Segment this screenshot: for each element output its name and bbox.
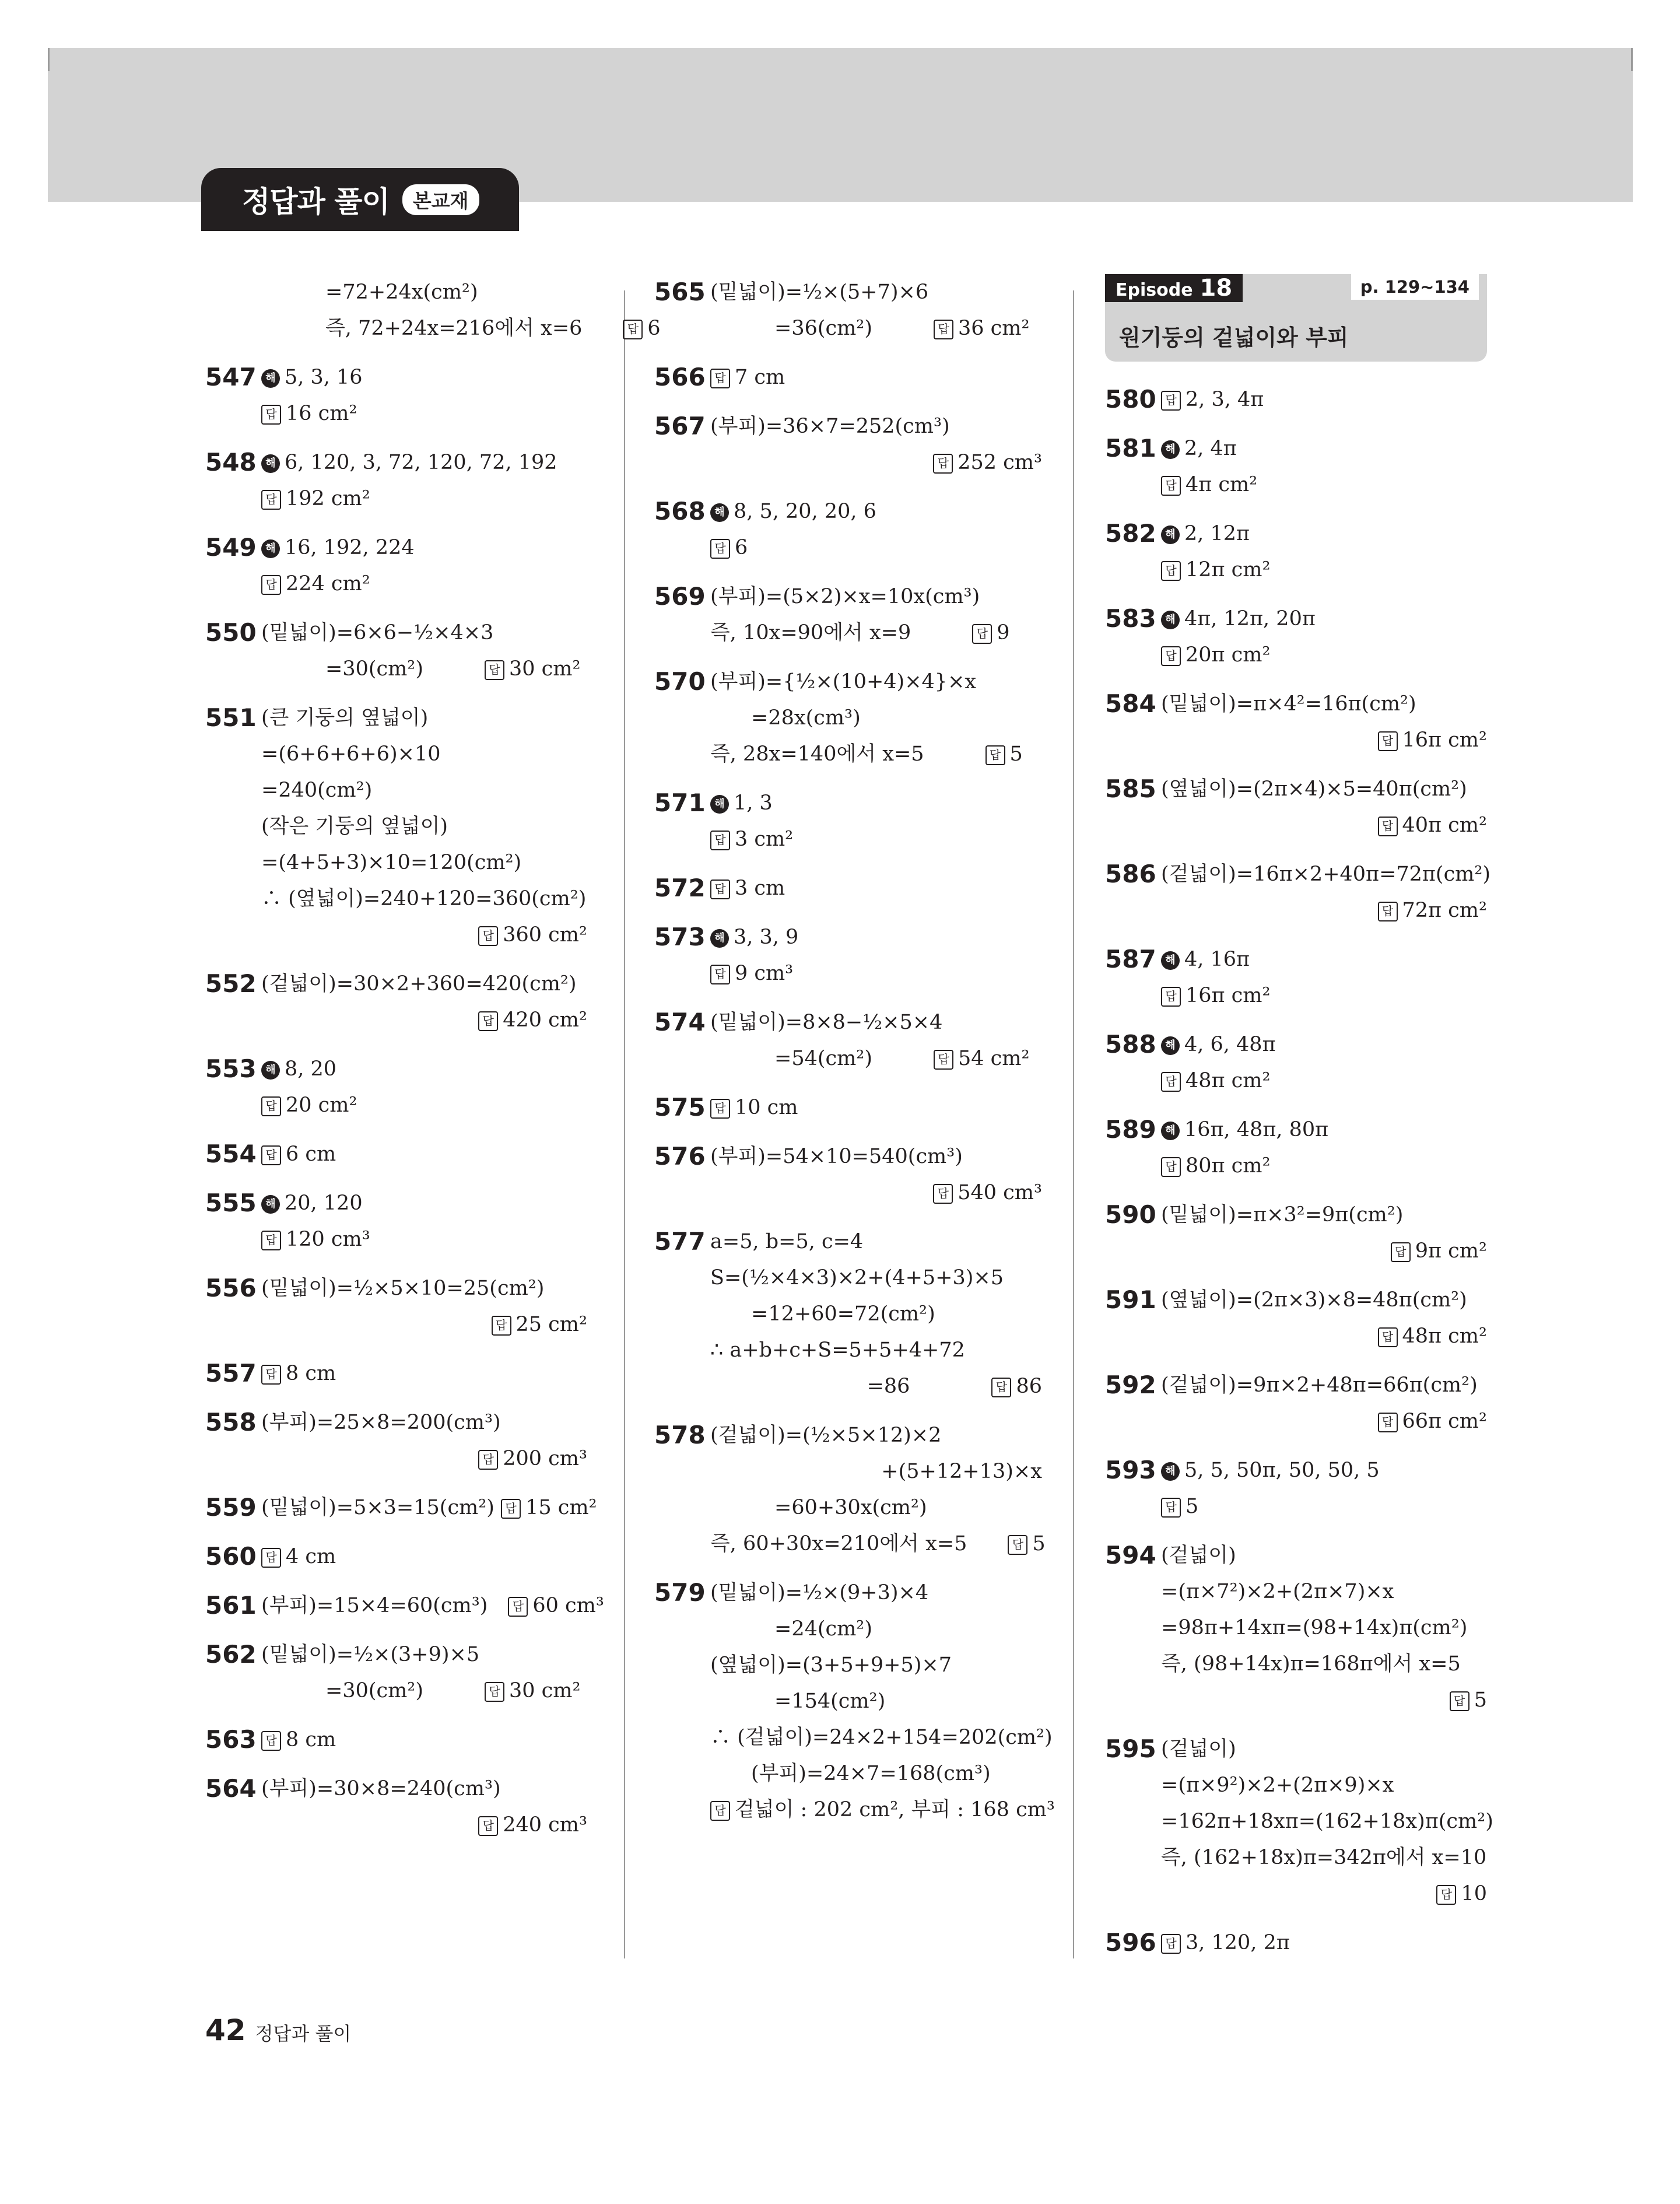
- answer-mark-icon: 답: [261, 1096, 281, 1116]
- column-divider: [624, 290, 625, 1958]
- solution-line: (밑넓이)=6×6−½×4×3: [261, 621, 494, 644]
- problem-item: [654, 1417, 1046, 1562]
- solution-mark-icon: 해: [1161, 525, 1180, 544]
- solution-line: 답 66π cm²: [1161, 1403, 1487, 1439]
- section-badge: 본교재: [402, 184, 479, 215]
- answer-mark-icon: 답: [972, 624, 992, 644]
- answer-mark-icon: 답: [485, 1682, 504, 1702]
- answer-mark-icon: 답: [1436, 1885, 1456, 1905]
- problem-number: 576: [654, 1142, 706, 1171]
- solution-line: 답 16 cm²: [261, 395, 587, 432]
- problem-item: [654, 1138, 1042, 1211]
- problem-number: 569: [654, 582, 706, 611]
- solution-mark-icon: 해: [1161, 951, 1180, 970]
- answer-mark-icon: 답: [261, 1548, 281, 1568]
- answer-mark-icon: 답: [1161, 1498, 1181, 1518]
- problem-item: [205, 615, 587, 687]
- solution-line: (밑넓이)=5×3=15(cm²) 답 15 cm²: [261, 1496, 597, 1519]
- problem-item: [654, 785, 1042, 857]
- solution-line: 즉, (162+18x)π=342π에서 x=10: [1161, 1846, 1487, 1869]
- problem-item: [205, 444, 587, 517]
- solution-mark-icon: 해: [261, 1061, 280, 1080]
- solution-line: (밑넓이)=½×(5+7)×6: [710, 281, 929, 304]
- problem-item: [205, 966, 587, 1038]
- solution-line: (겉넓이)=9π×2+48π=66π(cm²): [1161, 1373, 1478, 1397]
- solution-line: 해 4, 16π: [1161, 941, 1487, 977]
- answer-mark-icon: 답: [1161, 476, 1181, 496]
- problem-item: [205, 1270, 587, 1343]
- problem-item: [654, 579, 1042, 651]
- problem-item: [1105, 1197, 1487, 1269]
- answer-mark-icon: 답: [1378, 1327, 1398, 1347]
- problem-item: [1105, 430, 1487, 503]
- problem-item: [1105, 381, 1487, 418]
- solution-line: 답 252 cm³: [710, 444, 1042, 481]
- answer-mark-icon: 답: [501, 1499, 521, 1519]
- solution-line: (부피)=24×7=168(cm³): [751, 1762, 991, 1785]
- problem-number: 594: [1105, 1541, 1156, 1569]
- answer-mark-icon: 답: [1161, 391, 1181, 411]
- solution-line: S=(½×4×3)×2+(4+5+3)×5: [710, 1266, 1004, 1290]
- problem-item: [205, 1490, 597, 1526]
- solution-line: 답 420 cm²: [261, 1002, 587, 1038]
- solution-line: (옆넓이)=(2π×4)×5=40π(cm²): [1161, 777, 1467, 801]
- solution-line: =86 답 86: [867, 1375, 1042, 1398]
- solution-line: (부피)={½×(10+4)×4}×x: [710, 670, 977, 693]
- solution-line: ∴ (겉넓이)=24×2+154=202(cm²): [710, 1726, 1053, 1749]
- solution-line: (작은 기둥의 옆넓이): [261, 815, 448, 838]
- crop-mark: [1631, 48, 1633, 71]
- problem-item: [1105, 686, 1487, 758]
- problem-item: [205, 1771, 587, 1843]
- problem-item: [1105, 1537, 1487, 1718]
- solution-line: +(5+12+13)×x: [881, 1460, 1042, 1483]
- problem-number: 561: [205, 1591, 257, 1620]
- answer-mark-icon: 답: [478, 1011, 498, 1031]
- problem-number: 588: [1105, 1030, 1156, 1059]
- solution-line: 답 3 cm²: [710, 821, 1042, 857]
- answer-mark-icon: 답: [261, 575, 281, 595]
- solution-line: (겉넓이): [1161, 1737, 1236, 1761]
- answer-mark-icon: 답: [1161, 1157, 1181, 1177]
- footer-label: 정답과 풀이: [255, 2023, 352, 2045]
- answer-mark-icon: 답: [261, 1231, 281, 1250]
- solution-line: 답 5: [1161, 1682, 1487, 1718]
- answer-column-2: [654, 274, 1055, 1841]
- problem-item: [205, 700, 587, 953]
- problem-item: [654, 1004, 1042, 1077]
- answer-mark-icon: 답: [1378, 902, 1398, 921]
- problem-item: [654, 359, 1042, 395]
- solution-line: (밑넓이)=½×(3+9)×5: [261, 1643, 480, 1666]
- problem-item: [1105, 1731, 1493, 1912]
- solution-line: 답 6 cm: [261, 1136, 587, 1172]
- solution-mark-icon: 해: [710, 795, 729, 814]
- solution-line: =28x(cm³): [751, 706, 861, 730]
- problem-item: [654, 1575, 1055, 1828]
- answer-column-1: [205, 274, 661, 1856]
- solution-line: 해 20, 120: [261, 1185, 587, 1221]
- solution-line: 해 4, 6, 48π: [1161, 1026, 1487, 1063]
- solution-line: 답 72π cm²: [1161, 892, 1487, 928]
- answer-mark-icon: 답: [261, 405, 281, 425]
- problem-item: [654, 870, 1042, 906]
- answer-mark-icon: 답: [261, 1365, 281, 1385]
- answer-mark-icon: 답: [1008, 1535, 1027, 1555]
- problem-item: [205, 1051, 587, 1123]
- solution-line: =(4+5+3)×10=120(cm²): [261, 851, 522, 874]
- problem-number: 548: [205, 448, 257, 476]
- problem-number: 547: [205, 363, 257, 391]
- solution-mark-icon: 해: [261, 1195, 280, 1214]
- problem-number: 554: [205, 1140, 257, 1168]
- solution-line: 답 9 cm³: [710, 955, 1042, 991]
- solution-line: 답 8 cm: [261, 1355, 587, 1392]
- problem-number: 590: [1105, 1200, 1156, 1229]
- solution-line: 답 겉넓이 : 202 cm², 부피 : 168 cm³: [710, 1792, 1042, 1828]
- solution-line: =36(cm²) 답 36 cm²: [774, 317, 1030, 340]
- solution-mark-icon: 해: [1161, 611, 1180, 629]
- problem-number: 567: [654, 412, 706, 440]
- solution-line: =30(cm²) 답 30 cm²: [325, 1679, 581, 1702]
- solution-line: 해 8, 5, 20, 20, 6: [710, 493, 1042, 530]
- answer-mark-icon: 답: [710, 1801, 730, 1821]
- answer-mark-icon: 답: [1391, 1242, 1411, 1262]
- problem-item: [654, 664, 1042, 772]
- episode-title: 원기둥의 겉넓이와 부피: [1119, 325, 1349, 351]
- problem-number: 583: [1105, 604, 1156, 633]
- problem-number: 580: [1105, 385, 1156, 414]
- solution-line: =162π+18xπ=(162+18x)π(cm²): [1161, 1810, 1493, 1833]
- problem-number: 578: [654, 1421, 706, 1449]
- solution-line: =60+30x(cm²): [774, 1496, 927, 1519]
- problem-number: 572: [654, 874, 706, 902]
- solution-line: 해 5, 5, 50π, 50, 50, 5: [1161, 1452, 1487, 1488]
- answer-mark-icon: 답: [934, 320, 953, 339]
- solution-line: a=5, b=5, c=4: [710, 1230, 864, 1253]
- solution-line: 답 200 cm³: [261, 1441, 587, 1477]
- solution-mark-icon: 해: [261, 369, 280, 388]
- answer-mark-icon: 답: [710, 831, 730, 850]
- answer-mark-icon: 답: [1161, 561, 1181, 581]
- solution-line: (옆넓이)=(2π×3)×8=48π(cm²): [1161, 1288, 1467, 1312]
- problem-number: 574: [654, 1008, 706, 1036]
- problem-item: [654, 919, 1042, 991]
- solution-line: 답 40π cm²: [1161, 807, 1487, 843]
- solution-line: 답 25 cm²: [261, 1306, 587, 1343]
- solution-line: 해 3, 3, 9: [710, 919, 1042, 955]
- problem-number: 587: [1105, 945, 1156, 973]
- solution-line: (밑넓이)=π×4²=16π(cm²): [1161, 692, 1416, 716]
- solution-line: 답 80π cm²: [1161, 1148, 1487, 1184]
- problem-number: 593: [1105, 1456, 1156, 1484]
- solution-line: (부피)=30×8=240(cm³): [261, 1777, 501, 1800]
- problem-number: 564: [205, 1774, 257, 1803]
- solution-line: =154(cm²): [774, 1690, 886, 1713]
- solution-line: 즉, 72+24x=216에서 x=6 답 6: [325, 317, 661, 340]
- solution-line: (부피)=36×7=252(cm³): [710, 415, 950, 438]
- answer-mark-icon: 답: [710, 1099, 730, 1119]
- solution-line: 답 10: [1161, 1876, 1487, 1912]
- problem-item: [205, 1722, 587, 1758]
- solution-line: (겉넓이)=16π×2+40π=72π(cm²): [1161, 863, 1491, 886]
- answer-mark-icon: 답: [1378, 817, 1398, 836]
- problem-number: 596: [1105, 1928, 1156, 1957]
- problem-item: [1105, 1026, 1487, 1099]
- answer-mark-icon: 답: [261, 1145, 281, 1165]
- problem-number: 582: [1105, 519, 1156, 548]
- problem-number: 568: [654, 497, 706, 525]
- solution-line: 답 5: [1161, 1488, 1487, 1525]
- solution-line: 답 16π cm²: [1161, 977, 1487, 1014]
- problem-item: [205, 1637, 587, 1709]
- answer-mark-icon: 답: [1161, 646, 1181, 666]
- solution-line: 해 16π, 48π, 80π: [1161, 1112, 1487, 1148]
- solution-line: =(π×9²)×2+(2π×9)×x: [1161, 1774, 1394, 1797]
- solution-line: 해 16, 192, 224: [261, 530, 587, 566]
- solution-line: =(π×7²)×2+(2π×7)×x: [1161, 1580, 1394, 1603]
- problem-number: 552: [205, 969, 257, 998]
- solution-line: =30(cm²) 답 30 cm²: [325, 657, 581, 681]
- page-footer: [205, 2013, 351, 2047]
- problem-number: 579: [654, 1578, 706, 1607]
- problem-number: 563: [205, 1725, 257, 1754]
- episode-number: 18: [1200, 275, 1233, 302]
- solution-line: (밑넓이)=8×8−½×5×4: [710, 1011, 943, 1034]
- answer-mark-icon: 답: [478, 1816, 498, 1836]
- solution-line: (부피)=54×10=540(cm³): [710, 1145, 963, 1168]
- problem-number: 592: [1105, 1371, 1156, 1399]
- problem-number: 559: [205, 1493, 257, 1522]
- episode-header: [1105, 274, 1487, 362]
- problem-item: [205, 1539, 587, 1575]
- problem-number: 591: [1105, 1285, 1156, 1314]
- problem-item: [1105, 1367, 1487, 1439]
- solution-line: =54(cm²) 답 54 cm²: [774, 1047, 1030, 1070]
- solution-line: ∴ a+b+c+S=5+5+4+72: [710, 1338, 965, 1362]
- solution-line: 답 540 cm³: [710, 1175, 1042, 1211]
- episode-pages: p. 129~134: [1351, 274, 1479, 300]
- problem-number: 553: [205, 1054, 257, 1083]
- problem-number: 565: [654, 278, 706, 306]
- solution-line: 답 48π cm²: [1161, 1318, 1487, 1354]
- solution-line: 답 4 cm: [261, 1539, 587, 1575]
- solution-line: 답 20π cm²: [1161, 637, 1487, 673]
- problem-item: [654, 1224, 1042, 1404]
- answer-mark-icon: 답: [508, 1597, 528, 1617]
- solution-line: 답 9π cm²: [1161, 1233, 1487, 1269]
- solution-line: =98π+14xπ=(98+14x)π(cm²): [1161, 1616, 1468, 1639]
- solution-line: =12+60=72(cm²): [751, 1302, 935, 1326]
- problem-item: [1105, 941, 1487, 1014]
- answer-mark-icon: 답: [1161, 987, 1181, 1007]
- problem-number: 575: [654, 1093, 706, 1122]
- problem-item: [205, 1404, 587, 1477]
- solution-line: (부피)=25×8=200(cm³): [261, 1411, 501, 1434]
- answer-mark-icon: 답: [991, 1378, 1011, 1397]
- section-title: 정답과 풀이: [242, 185, 390, 219]
- problem-item: [1105, 516, 1487, 588]
- problem-number: 550: [205, 618, 257, 647]
- solution-line: (밑넓이)=π×3²=9π(cm²): [1161, 1203, 1404, 1227]
- problem-number: 551: [205, 703, 257, 732]
- solution-line: 답 16π cm²: [1161, 722, 1487, 758]
- problem-number: 556: [205, 1274, 257, 1302]
- solution-mark-icon: 해: [1161, 440, 1180, 459]
- episode-tag: Episode 18: [1105, 274, 1243, 302]
- solution-line: 해 2, 4π: [1161, 430, 1487, 467]
- answer-mark-icon: 답: [1378, 731, 1398, 751]
- problem-number: 571: [654, 789, 706, 817]
- answer-mark-icon: 답: [1378, 1413, 1398, 1432]
- solution-line: 답 224 cm²: [261, 566, 587, 602]
- solution-line: 답 3, 120, 2π: [1161, 1925, 1487, 1961]
- answer-mark-icon: 답: [485, 660, 504, 680]
- answer-column-3: [1105, 274, 1493, 1974]
- problem-item: [1105, 771, 1487, 843]
- problem-number: 584: [1105, 689, 1156, 718]
- problem-item: [205, 1355, 587, 1392]
- answer-mark-icon: 답: [492, 1316, 511, 1336]
- solution-line: ∴ (옆넓이)=240+120=360(cm²): [261, 887, 587, 910]
- problem-number: 589: [1105, 1115, 1156, 1144]
- solution-line: 답 4π cm²: [1161, 467, 1487, 503]
- answer-mark-icon: 답: [934, 1050, 953, 1070]
- solution-line: (겉넓이): [1161, 1544, 1236, 1567]
- solution-line: 즉, (98+14x)π=168π에서 x=5: [1161, 1652, 1461, 1676]
- problem-item: [654, 493, 1042, 566]
- solution-line: 답 6: [710, 530, 1042, 566]
- problem-number: 549: [205, 533, 257, 562]
- solution-line: 답 7 cm: [710, 359, 1042, 395]
- solution-line: (부피)=15×4=60(cm³) 답 60 cm³: [261, 1594, 604, 1617]
- solution-line: (겉넓이)=30×2+360=420(cm²): [261, 972, 577, 996]
- solution-line: (밑넓이)=½×5×10=25(cm²): [261, 1277, 545, 1300]
- solution-line: 답 240 cm³: [261, 1807, 587, 1843]
- solution-line: =240(cm²): [261, 779, 373, 802]
- solution-line: 답 8 cm: [261, 1722, 587, 1758]
- problem-number: 558: [205, 1408, 257, 1436]
- problem-number: 585: [1105, 775, 1156, 803]
- solution-line: (큰 기둥의 옆넓이): [261, 706, 429, 730]
- problem-item: [1105, 1112, 1487, 1184]
- problem-item: [205, 1185, 587, 1257]
- problem-number: 577: [654, 1227, 706, 1256]
- solution-line: 해 5, 3, 16: [261, 359, 587, 395]
- problem-number: 573: [654, 923, 706, 951]
- answer-mark-icon: 답: [933, 454, 953, 474]
- problem-number: 595: [1105, 1735, 1156, 1763]
- problem-number: 560: [205, 1542, 257, 1571]
- answer-mark-icon: 답: [1161, 1934, 1181, 1954]
- solution-line: 답 3 cm: [710, 870, 1042, 906]
- solution-line: 답 120 cm³: [261, 1221, 587, 1257]
- solution-line: 해 8, 20: [261, 1051, 587, 1087]
- solution-line: (옆넓이)=(3+5+9+5)×7: [710, 1653, 952, 1677]
- problem-number: 557: [205, 1359, 257, 1387]
- problem-number: 566: [654, 363, 706, 391]
- problem-item: [1105, 1282, 1487, 1354]
- solution-line: 답 192 cm²: [261, 481, 587, 517]
- solution-mark-icon: 해: [1161, 1036, 1180, 1055]
- answer-mark-icon: 답: [985, 745, 1005, 765]
- answer-mark-icon: 답: [478, 1450, 498, 1470]
- answer-mark-icon: 답: [1450, 1691, 1469, 1711]
- solution-line: 답 48π cm²: [1161, 1063, 1487, 1099]
- solution-line: 즉, 28x=140에서 x=5 답 5: [710, 742, 1023, 766]
- answer-mark-icon: 답: [478, 926, 498, 946]
- problem-item: [654, 1089, 1042, 1126]
- solution-line: =24(cm²): [774, 1617, 872, 1641]
- problem-item: [205, 530, 587, 602]
- solution-line: 즉, 10x=90에서 x=9 답 9: [710, 621, 1010, 644]
- problem-item: [205, 1588, 604, 1624]
- solution-line: 즉, 60+30x=210에서 x=5 답 5: [710, 1532, 1046, 1555]
- solution-line: 답 360 cm²: [261, 917, 587, 953]
- problem-item: [205, 1136, 587, 1172]
- solution-line: (부피)=(5×2)×x=10x(cm³): [710, 585, 980, 608]
- problem-number: 555: [205, 1189, 257, 1217]
- solution-line: (밑넓이)=½×(9+3)×4: [710, 1581, 929, 1604]
- solution-mark-icon: 해: [261, 539, 280, 558]
- problem-item: [205, 359, 587, 432]
- solution-mark-icon: 해: [261, 454, 280, 473]
- answer-mark-icon: 답: [261, 490, 281, 510]
- answer-mark-icon: 답: [710, 965, 730, 984]
- solution-line: 답 20 cm²: [261, 1087, 587, 1123]
- problem-item: [654, 408, 1042, 481]
- answer-mark-icon: 답: [933, 1184, 953, 1204]
- solution-line: 답 12π cm²: [1161, 552, 1487, 588]
- crop-mark: [48, 48, 50, 71]
- problem-item: [1105, 856, 1491, 928]
- solution-mark-icon: 해: [1161, 1462, 1180, 1481]
- problem-number: 562: [205, 1640, 257, 1669]
- problem-item: [205, 274, 661, 346]
- problem-item: [1105, 601, 1487, 673]
- problem-number: 570: [654, 667, 706, 696]
- problem-item: [1105, 1925, 1487, 1961]
- solution-line: =72+24x(cm²): [325, 281, 478, 304]
- problem-number: 581: [1105, 434, 1156, 462]
- solution-mark-icon: 해: [710, 503, 729, 522]
- column-divider: [1073, 290, 1074, 1958]
- solution-line: 해 1, 3: [710, 785, 1042, 821]
- solution-line: 해 6, 120, 3, 72, 120, 72, 192: [261, 444, 587, 481]
- solution-mark-icon: 해: [1161, 1122, 1180, 1140]
- answer-mark-icon: 답: [710, 539, 730, 559]
- answer-mark-icon: 답: [710, 369, 730, 388]
- solution-line: 해 2, 12π: [1161, 516, 1487, 552]
- answer-mark-icon: 답: [710, 880, 730, 899]
- problem-item: [654, 274, 1042, 346]
- solution-line: 답 10 cm: [710, 1089, 1042, 1126]
- answer-mark-icon: 답: [623, 320, 643, 339]
- section-title-tab: [201, 168, 519, 231]
- solution-line: 답 2, 3, 4π: [1161, 381, 1487, 418]
- answer-mark-icon: 답: [1161, 1072, 1181, 1092]
- problem-number: 586: [1105, 860, 1156, 888]
- solution-line: 해 4π, 12π, 20π: [1161, 601, 1487, 637]
- answer-mark-icon: 답: [261, 1731, 281, 1751]
- problem-item: [1105, 1452, 1487, 1525]
- page-number: 42: [205, 2013, 246, 2047]
- solution-line: (겉넓이)=(½×5×12)×2: [710, 1424, 942, 1447]
- solution-mark-icon: 해: [710, 929, 729, 948]
- solution-line: =(6+6+6+6)×10: [261, 742, 441, 766]
